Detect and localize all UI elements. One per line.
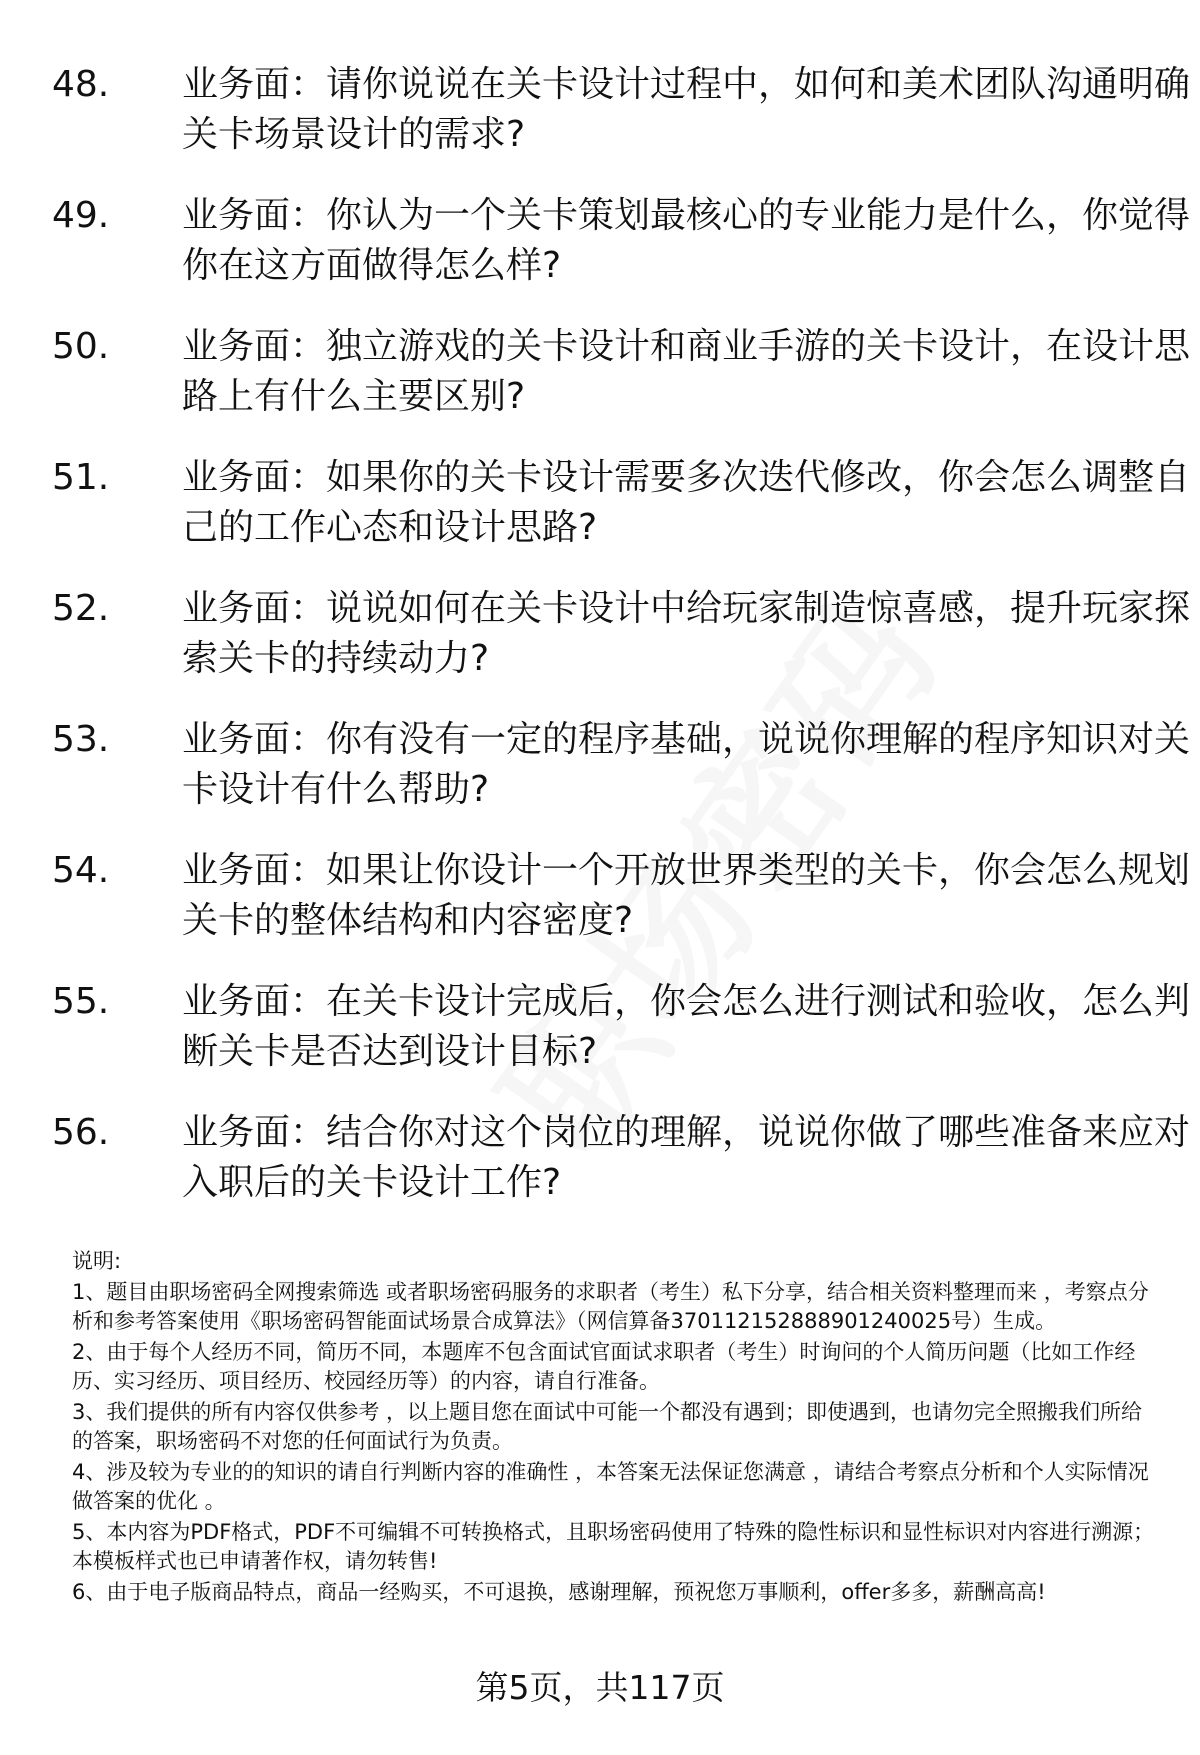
question-text: 业务面：在关卡设计完成后，你会怎么进行测试和验收，怎么判断关卡是否达到设计目标? — [182, 981, 1191, 1072]
question-number: 54. — [52, 850, 110, 891]
question-text: 业务面：请你说说在关卡设计过程中，如何和美术团队沟通明确关卡场景设计的需求? — [182, 64, 1191, 155]
question-number: 49. — [52, 195, 110, 236]
question-number: 55. — [52, 981, 110, 1022]
question-text: 业务面：你认为一个关卡策划最核心的专业能力是什么，你觉得你在这方面做得怎么样? — [182, 195, 1191, 286]
question-text: 业务面：如果让你设计一个开放世界类型的关卡，你会怎么规划关卡的整体结构和内容密度? — [182, 850, 1191, 941]
question-item — [0, 584, 1200, 715]
question-item — [0, 1108, 1200, 1239]
question-number: 51. — [52, 457, 110, 498]
question-number: 53. — [52, 719, 110, 760]
question-text: 业务面：结合你对这个岗位的理解，说说你做了哪些准备来应对入职后的关卡设计工作? — [182, 1112, 1191, 1203]
question-number: 56. — [52, 1112, 110, 1153]
note-item: 2、由于每个人经历不同，简历不同，本题库不包含面试官面试求职者（考生）时询问的个人简历问题（比如工作经历、实习经历、项目经历、校园经历等）的内容，请自行准备。 — [72, 1340, 1136, 1393]
question-item — [0, 191, 1200, 322]
question-item — [0, 60, 1200, 191]
question-item — [0, 846, 1200, 977]
question-number: 48. — [52, 64, 110, 105]
note-item: 3、我们提供的所有内容仅供参考 ，以上题目您在面试中可能一个都没有遇到；即使遇到，也请勿完全照搬我们所给的答案，职场密码不对您的任何面试行为负责。 — [72, 1400, 1143, 1453]
question-item — [0, 322, 1200, 453]
note-item: 1、题目由职场密码全网搜索筛选 或者职场密码服务的求职者（考生）私下分享，结合相关资料整理而来 ，考察点分析和参考答案使用《职场密码智能面试场景合成算法》（网信算备370112152888901240025号）生成。 — [72, 1280, 1149, 1333]
note-item: 4、涉及较为专业的的知识的请自行判断内容的准确性 ，本答案无法保证您满意 ，请结合考察点分析和个人实际情况做答案的优化 。 — [72, 1460, 1149, 1513]
question-item — [0, 977, 1200, 1108]
question-list — [0, 60, 1200, 1239]
question-text: 业务面：独立游戏的关卡设计和商业手游的关卡设计，在设计思路上有什么主要区别? — [182, 326, 1191, 417]
question-item — [0, 453, 1200, 584]
question-text: 业务面：你有没有一定的程序基础，说说你理解的程序知识对关卡设计有什么帮助? — [182, 719, 1191, 810]
question-number: 50. — [52, 326, 110, 367]
question-number: 52. — [52, 588, 110, 629]
question-item — [0, 715, 1200, 846]
question-text: 业务面：如果你的关卡设计需要多次迭代修改，你会怎么调整自己的工作心态和设计思路? — [182, 457, 1191, 548]
page-number: 第5页，共117页 — [475, 1668, 725, 1707]
note-item: 6、由于电子版商品特点，商品一经购买，不可退换，感谢理解，预祝您万事顺利，offer多多，薪酬高高! — [72, 1580, 1046, 1604]
notes-title: 说明: — [72, 1249, 122, 1273]
question-text: 业务面：说说如何在关卡设计中给玩家制造惊喜感，提升玩家探索关卡的持续动力? — [182, 588, 1191, 679]
notes-section — [72, 1247, 1158, 1609]
note-item: 5、本内容为PDF格式，PDF不可编辑不可转换格式，且职场密码使用了特殊的隐性标识和显性标识对内容进行溯源；本模板样式也已申请著作权，请勿转售! — [72, 1520, 1155, 1573]
